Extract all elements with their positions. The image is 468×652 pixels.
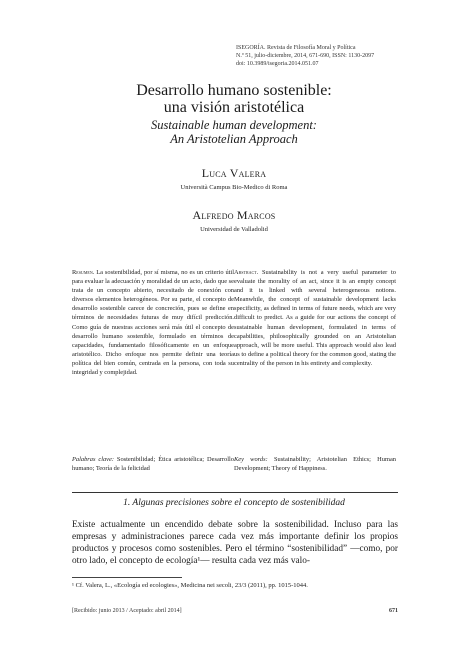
abstract-english-text: Sustainability is not a very useful parameter to evaluate the morality of an act, since it is an empty concept and it is linked with several heterogeneous notions. Meanwhile, the concept of sustainable development lacks specificity, as defined in terms of future needs, which are very difficult to predict. As a guide for our actions the concept of sustainable human development, formulated in terms of capabilities, philosophically grounded on an Aristotelian approach, will be more useful. This approach would also lead us to define a political theory for the common good, stating the centrality of the person in his entirety and complexity.: [234, 269, 396, 367]
page-number: 671: [389, 608, 398, 614]
abstract-english: [234, 268, 396, 368]
journal-issue-line: N.º 51, julio-diciembre, 2014, 671-690, ISSN: 1130-2097: [236, 53, 375, 59]
author-name: Luca Valera: [201, 166, 267, 180]
author-affiliation: Universidad de Valladolid: [200, 226, 268, 233]
journal-doi-line: doi: 10.3989/isegoria.2014.051.07: [236, 61, 319, 67]
section-heading: 1. Algunas precisiones sobre el concepto de sostenibilidad: [123, 498, 345, 508]
footnote-divider: [72, 577, 182, 578]
section-divider: [72, 492, 398, 493]
keywords-english: [234, 455, 396, 473]
footnote: ¹ Cf. Valera, L., «Ecología ed ecologies», Medicina nei secoli, 23/3 (2011), pp. 1015-1044.: [72, 582, 308, 589]
article-subtitle-line-1: Sustainable human development:: [151, 118, 317, 132]
body-paragraph: Existe actualmente un encendido debate sobre la sostenibilidad. Incluso para las empresas y administraciones parece cada vez más importante definir los propios productos y procesos como sostenibles. Pero el término “sostenibilidad” —como, por otro lado, el concepto de ecología¹— resulta cada vez más valo-: [72, 520, 398, 566]
author-affiliation: Università Campus Bio-Medico di Roma: [180, 184, 288, 191]
received-accepted-dates: [Recibido: junio 2013 / Aceptado: abril 2014]: [72, 608, 182, 614]
abstract-spanish-heading: Resumen.: [72, 269, 95, 276]
article-subtitle-line-2: An Aristotelian Approach: [170, 132, 298, 146]
keywords-spanish-text: Sostenibilidad; Ética aristotélica; Desarrollo humano; Teoría de la felicidad: [72, 456, 234, 473]
abstract-english-heading: Abstract.: [234, 269, 259, 276]
keywords-spanish: [72, 455, 234, 473]
keywords-spanish-heading: Palabras clave:: [72, 456, 114, 463]
article-title-line-1: Desarrollo humano sostenible:: [136, 82, 332, 99]
abstract-spanish-text: La sostenibilidad, por sí misma, no es un criterio útil para evaluar la adecuación y moralidad de un acto, dado que se trata de un concepto abierto, necesitado de conexión con diversos elementos heterogéneos. Por su parte, el concepto de desarrollo sostenible carece de concreción, pues se define en términos de necesidades futuras de muy difícil predicción. Como guía de nuestras acciones será más útil el concepto de desarrollo humano sostenible, formulado en términos de capacidades, fundamentado filosóficamente en un enfoque aristotélico. Dicho enfoque nos permite definir una teoría política del bien común, centrada en la persona, con toda su integridad y complejidad.: [72, 269, 234, 377]
journal-name-line: ISEGORÍA. Revista de Filosofía Moral y Política: [236, 45, 356, 51]
author-name: Alfredo Marcos: [192, 208, 276, 222]
keywords-english-heading: Key words:: [234, 456, 268, 463]
author-2: [0, 208, 468, 233]
article-title-line-2: una visión aristotélica: [163, 99, 305, 116]
title-block: [0, 82, 468, 146]
author-1: [0, 166, 468, 191]
keywords-english-text: Sustainability; Aristotelian Ethics; Human Development; Theory of Happiness.: [234, 456, 396, 473]
journal-header: [236, 44, 396, 68]
abstract-spanish: [72, 268, 234, 377]
